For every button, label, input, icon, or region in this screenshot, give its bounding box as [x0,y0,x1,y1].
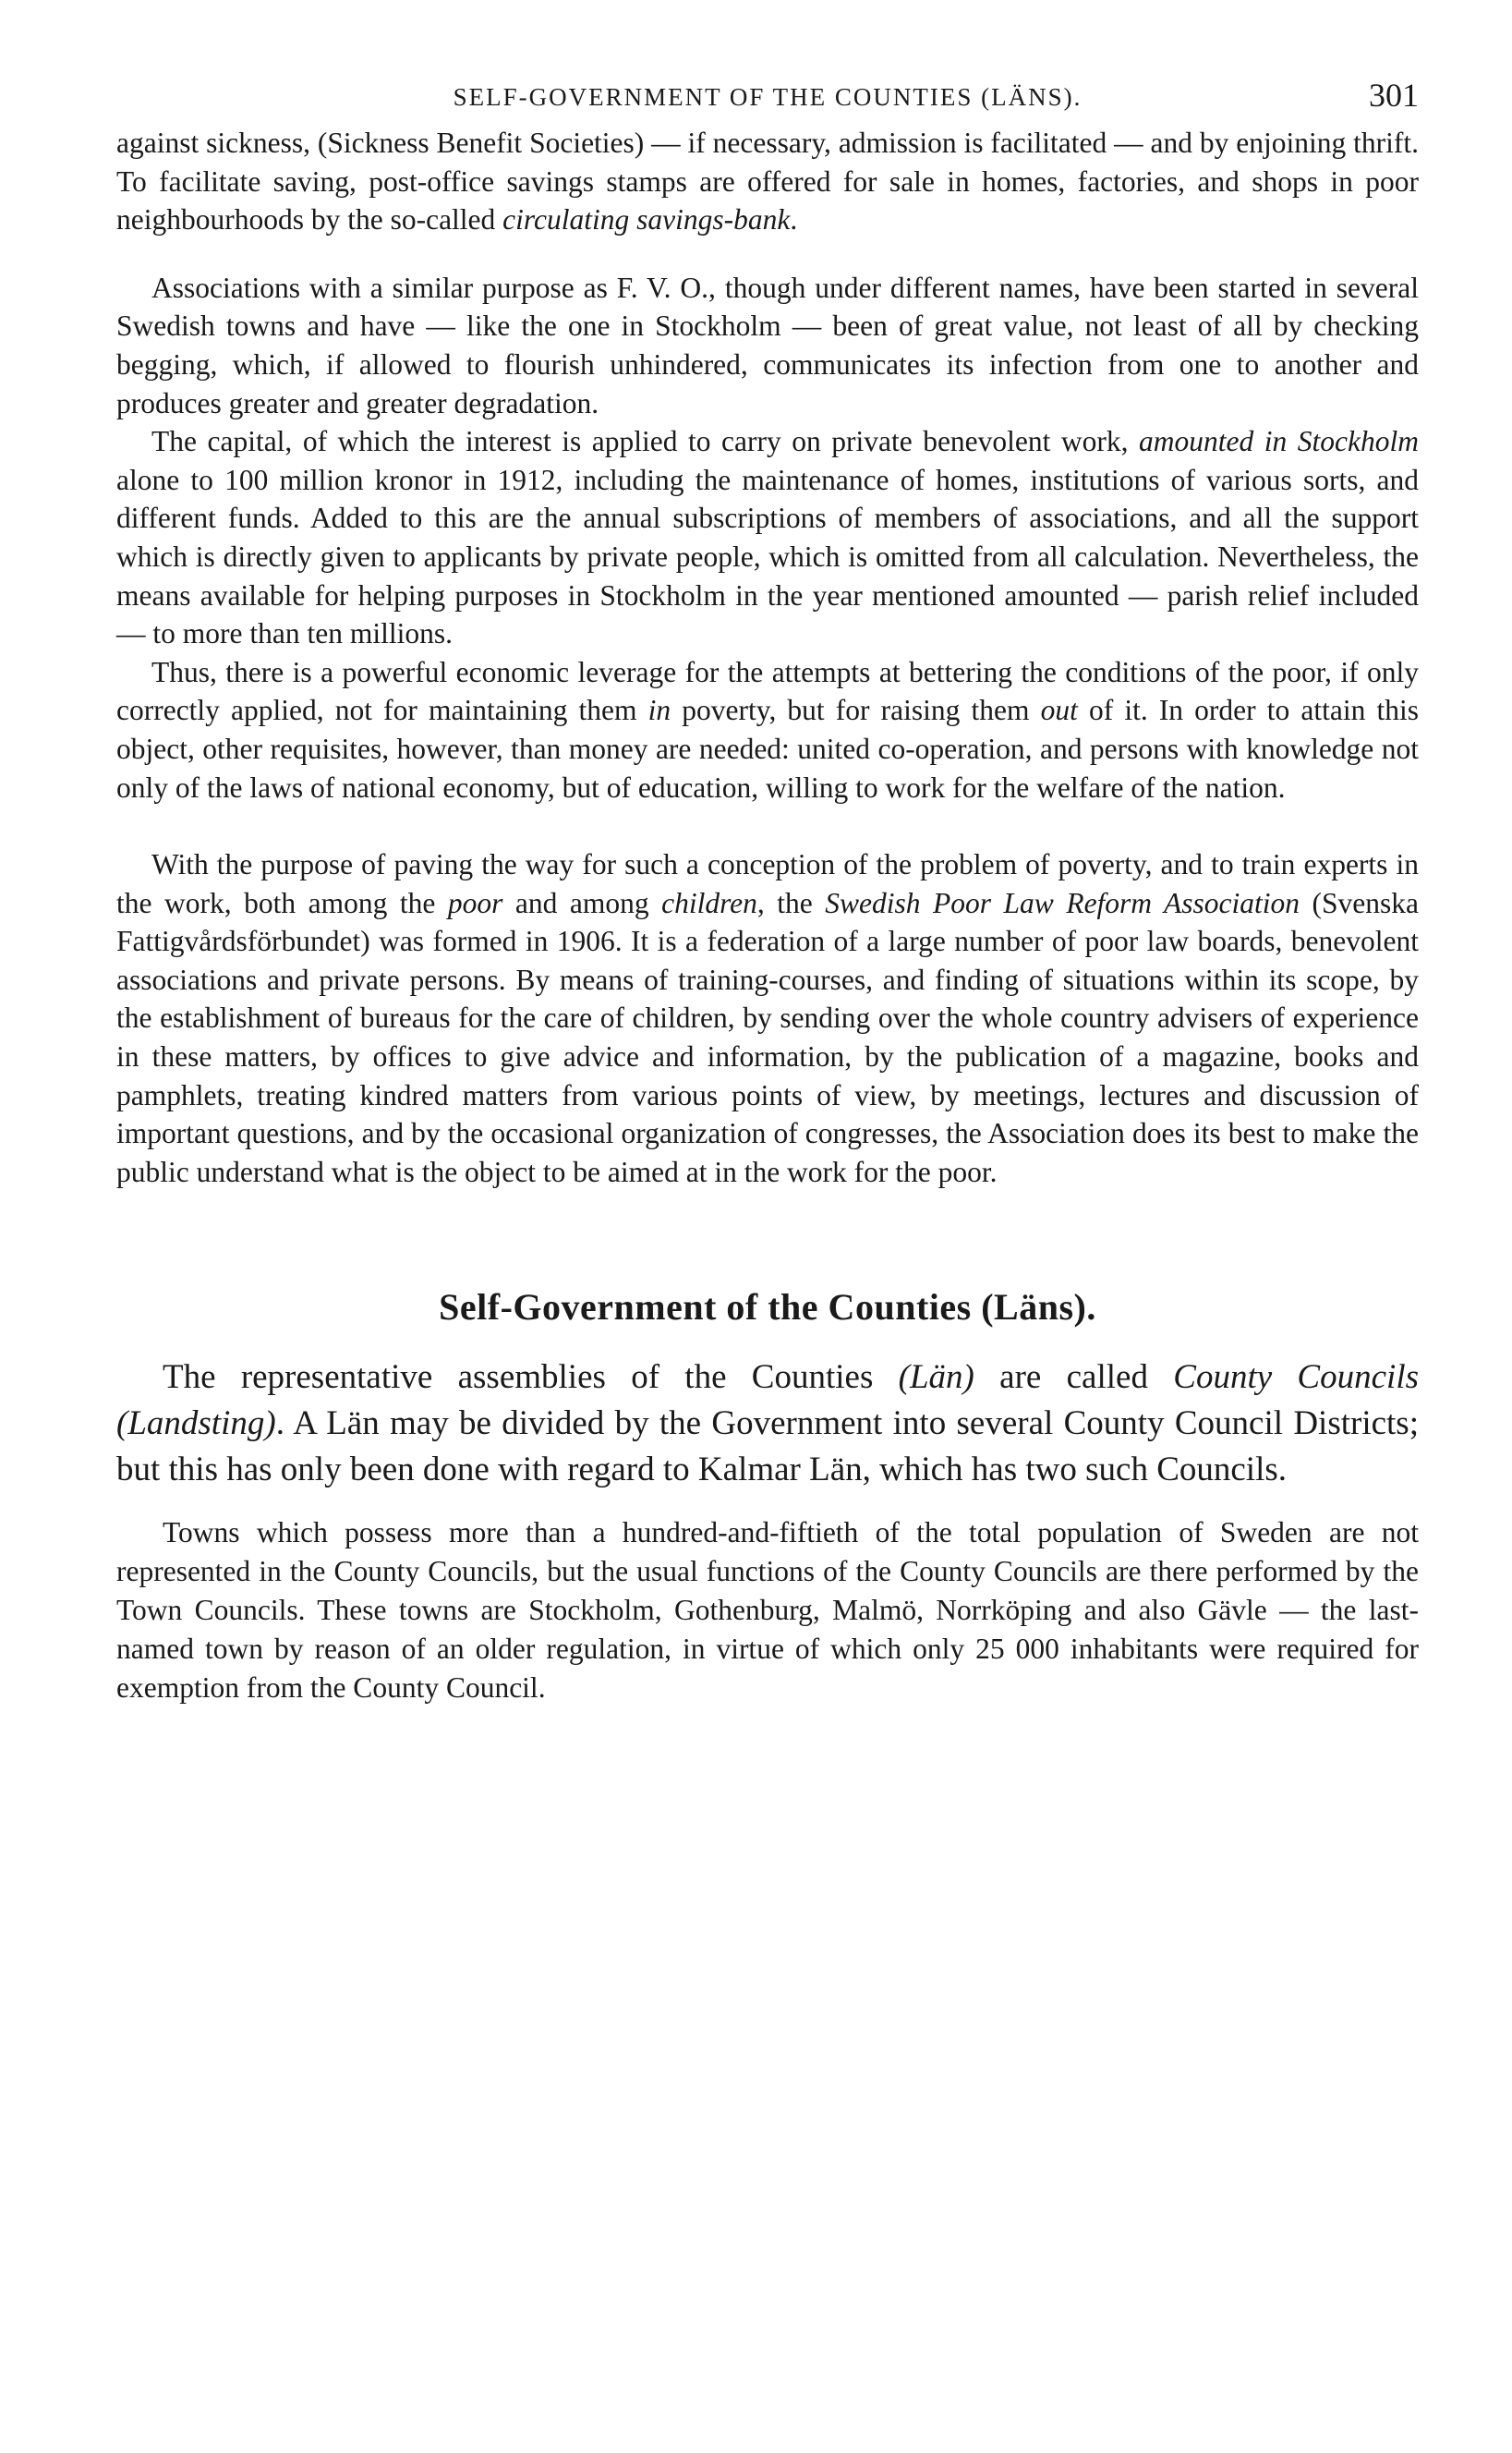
paragraph-towns: Towns which possess more than a hundred-and-fiftieth of the total population of Sweden are not represented in the County Councils, but the usual functions of the County Councils are there performed by the Town Councils. These towns are Stockholm, Gothenburg, Malmö, Norrköping and also Gävle — the last-named town by reason of an older regulation, in virtue of which only 25 000 inhabitants were required for exemption from the County Council. [116,1516,1419,1705]
italic-run: (Län) [898,1358,974,1397]
text-run: Thus, there is a powerful economic leverage for the attempts at bettering the conditions of the poor, if only correctly applied, not for maintaining them [116,655,1419,727]
text-run: (Svenska Fattigvårdsförbundet) was formed in 1906. It is a federation of a large number of poor law boards, benevolent associations and private persons. By means of training-courses, and finding of situations within its scope, by the establishment of bureaus for the care of children, by sending over the whole country advisers of experience in these matters, by offices to give advice and information, by the publication of a magazine, books and pamphlets, treating kindred matters from various points of view, by meetings, lectures and discussion of important questions, and by the occasional organization of congresses, the Association does its best to make the public understand what is the object to be aimed at in the work for the poor. [116,886,1419,1188]
italic-run: out [1040,694,1078,727]
text-run: The capital, of which the interest is applied to carry on private benevolent work, [151,425,1140,458]
paragraph-leverage [116,653,1419,807]
paragraph-savings [116,124,1419,239]
text-run: The representative assemblies of the Counties [163,1358,899,1397]
paragraph-capital [116,422,1419,653]
text-run: poverty, but for raising them [671,694,1041,727]
italic-run: poor [447,886,503,919]
text-run: against sickness, (Sickness Benefit Societies) — if necessary, admission is facilitated — and by enjoining thrift. To facilitate saving, post-office savings stamps are offered for sale in homes, factories, and shops in poor neighbourhoods by the so-called [116,127,1419,237]
text-run: With the purpose of paving the way for such a conception of the problem of poverty, and to train experts in the work, both among the [116,848,1419,919]
text-run: . [790,203,798,237]
paragraph-county-councils [116,1354,1419,1493]
text-run: alone to 100 million kronor in 1912, including the maintenance of homes, institutions of various sorts, and different funds. Added to this are the annual subscriptions of members of associations, and all the support which is directly given to applicants by private people, which is omitted from all calculation. Nevertheless, the means available for helping purposes in Stockholm in the year mentioned amounted — parish relief included — to more than ten millions. [116,463,1419,650]
page-number: 301 [1369,77,1419,114]
section-heading: Self-Government of the Counties (Läns). [439,1286,1096,1329]
running-header [116,74,1419,124]
text-run: and among [502,886,662,919]
paragraph-associations: Associations with a similar purpose as F. V. O., though under different names, have been started in several Swedish towns and have — like the one in Stockholm — been of great value, not least of all by checking begging, which, if allowed to flourish unhindered, communicates its infection from one to another and produces greater and greater degradation. [116,271,1419,419]
text-run: of it. In order to attain this object, other requisites, however, than money are needed: united co-operation, and persons with knowledge not only of the laws of national economy, but of education, willing to work for the welfare of the nation. [116,694,1419,804]
italic-run: Swedish Poor Law Reform Association [825,886,1300,919]
running-title: SELF-GOVERNMENT OF THE COUNTIES (LÄNS). [453,83,1083,111]
italic-run: County Councils (Landsting) [116,1358,1419,1443]
italic-run: amounted in Stockholm [1139,425,1419,458]
italic-run: circulating savings-bank [502,203,791,237]
text-run: are called [974,1358,1174,1397]
text-run: . A Län may be divided by the Government into several County Council Districts; but this has only been done with regard to Kalmar Län, which has two such Councils. [116,1404,1419,1489]
italic-run: children [661,886,757,919]
italic-run: in [647,694,671,727]
paragraph-poor-law-association [116,845,1419,1191]
page [116,74,1419,1707]
text-run: , the [756,886,826,919]
